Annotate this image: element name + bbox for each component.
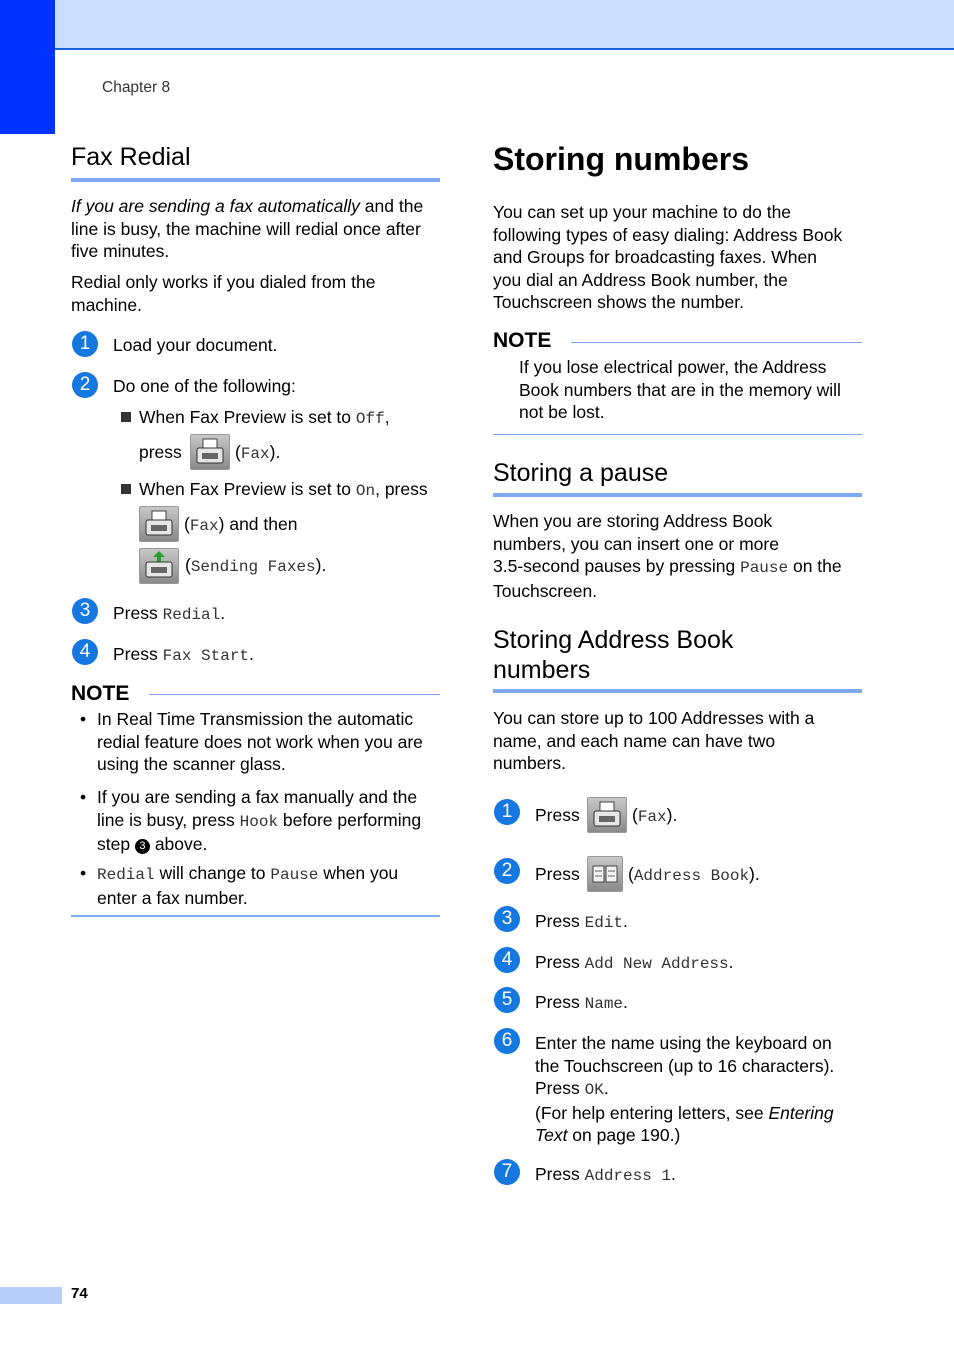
fax-icon[interactable] xyxy=(139,506,179,542)
step-number: 7 xyxy=(494,1159,520,1185)
step-text: Do one of the following: xyxy=(113,376,296,396)
sending-faxes-caption: (Sending Faxes). xyxy=(185,555,327,576)
sending-faxes-icon[interactable] xyxy=(139,548,179,584)
storing-numbers-intro: You can set up your machine to do the following types of easy dialing: Address Book and Groups for broadcasting faxes. When you dial an Address Book number, the Touchscreen shows the number. xyxy=(493,202,843,312)
title-rule xyxy=(493,493,862,497)
step-ref: 3 xyxy=(135,839,150,854)
step-number: 2 xyxy=(494,858,520,884)
step-number: 5 xyxy=(494,987,520,1013)
step-number: 1 xyxy=(494,799,520,825)
press-label: press xyxy=(139,442,182,462)
redial-condition: Redial only works if you dialed from the machine. xyxy=(71,272,376,315)
step-number: 1 xyxy=(72,331,98,357)
address-book-caption: (Address Book). xyxy=(628,864,760,885)
header-band xyxy=(0,0,954,50)
step-number: 3 xyxy=(494,906,520,932)
address-book-title: Storing Address Book numbers xyxy=(493,626,734,684)
step-text: Press Add New Address. xyxy=(535,952,734,973)
note-body: If you lose electrical power, the Address Book numbers that are in the memory will not be lost. xyxy=(519,357,841,422)
fax-caption: (Fax). xyxy=(235,442,281,463)
note-item: Redial will change to Pause when you enter a fax number. xyxy=(97,863,399,908)
fax-redial-intro: If you are sending a fax automatically and the line is busy, the machine will redial once after five minutes. xyxy=(71,196,424,261)
bullet-square xyxy=(121,484,131,494)
bullet-dot: • xyxy=(80,709,87,729)
fax-and-then: (Fax) and then xyxy=(184,514,298,535)
bullet-dot: • xyxy=(80,863,87,883)
storing-numbers-title: Storing numbers xyxy=(493,141,750,177)
fax-redial-title: Fax Redial xyxy=(71,143,191,171)
page-number: 74 xyxy=(71,1285,88,1302)
chapter-tab xyxy=(0,0,55,134)
bullet-preview-off: When Fax Preview is set to Off, xyxy=(139,407,390,428)
storing-pause-title: Storing a pause xyxy=(493,459,669,487)
step-text: Press Address 1. xyxy=(535,1164,676,1185)
step-number: 6 xyxy=(494,1028,520,1054)
step-text: Press Fax Start. xyxy=(113,644,254,665)
note-rule xyxy=(571,342,862,343)
step-text: Load your document. xyxy=(113,335,278,355)
step-text: Press Name. xyxy=(535,992,628,1013)
note-title: NOTE xyxy=(493,329,552,352)
note-end-rule xyxy=(71,915,440,917)
note-end-rule xyxy=(493,434,862,435)
fax-icon[interactable] xyxy=(190,434,230,470)
step-number: 2 xyxy=(72,372,98,398)
note-item: If you are sending a fax manually and the line is busy, press Hook before performing step 3 above. xyxy=(97,787,422,854)
step-text: Press Redial. xyxy=(113,603,226,624)
fax-caption: (Fax). xyxy=(632,805,678,826)
step-text: Press Edit. xyxy=(535,911,628,932)
note-title: NOTE xyxy=(71,682,130,705)
note-rule xyxy=(149,694,440,695)
title-rule xyxy=(493,689,862,693)
address-book-icon[interactable] xyxy=(587,856,623,892)
step-text: Press xyxy=(535,805,580,825)
step-text: Enter the name using the keyboard on the Touchscreen (up to 16 characters). Press OK. (For help entering letters, see Entering Text on page 190.) xyxy=(535,1033,835,1145)
title-rule xyxy=(71,178,440,182)
address-book-intro: You can store up to 100 Addresses with a name, and each name can have two numbers. xyxy=(493,708,815,773)
bullet-dot: • xyxy=(80,787,87,807)
page-number-bar xyxy=(0,1287,62,1304)
step-number: 4 xyxy=(494,947,520,973)
step-number: 4 xyxy=(72,639,98,665)
step-text: Press xyxy=(535,864,580,884)
bullet-square xyxy=(121,412,131,422)
bullet-preview-on: When Fax Preview is set to On, press xyxy=(139,479,428,500)
chapter-label: Chapter 8 xyxy=(102,79,171,96)
storing-pause-body: When you are storing Address Book numbers, you can insert one or more 3.5-second pauses by pressing Pause on the Touchscreen. xyxy=(493,511,842,601)
step-number: 3 xyxy=(72,598,98,624)
note-item: In Real Time Transmission the automatic redial feature does not work when you are using the scanner glass. xyxy=(97,709,423,774)
fax-icon[interactable] xyxy=(587,797,627,833)
